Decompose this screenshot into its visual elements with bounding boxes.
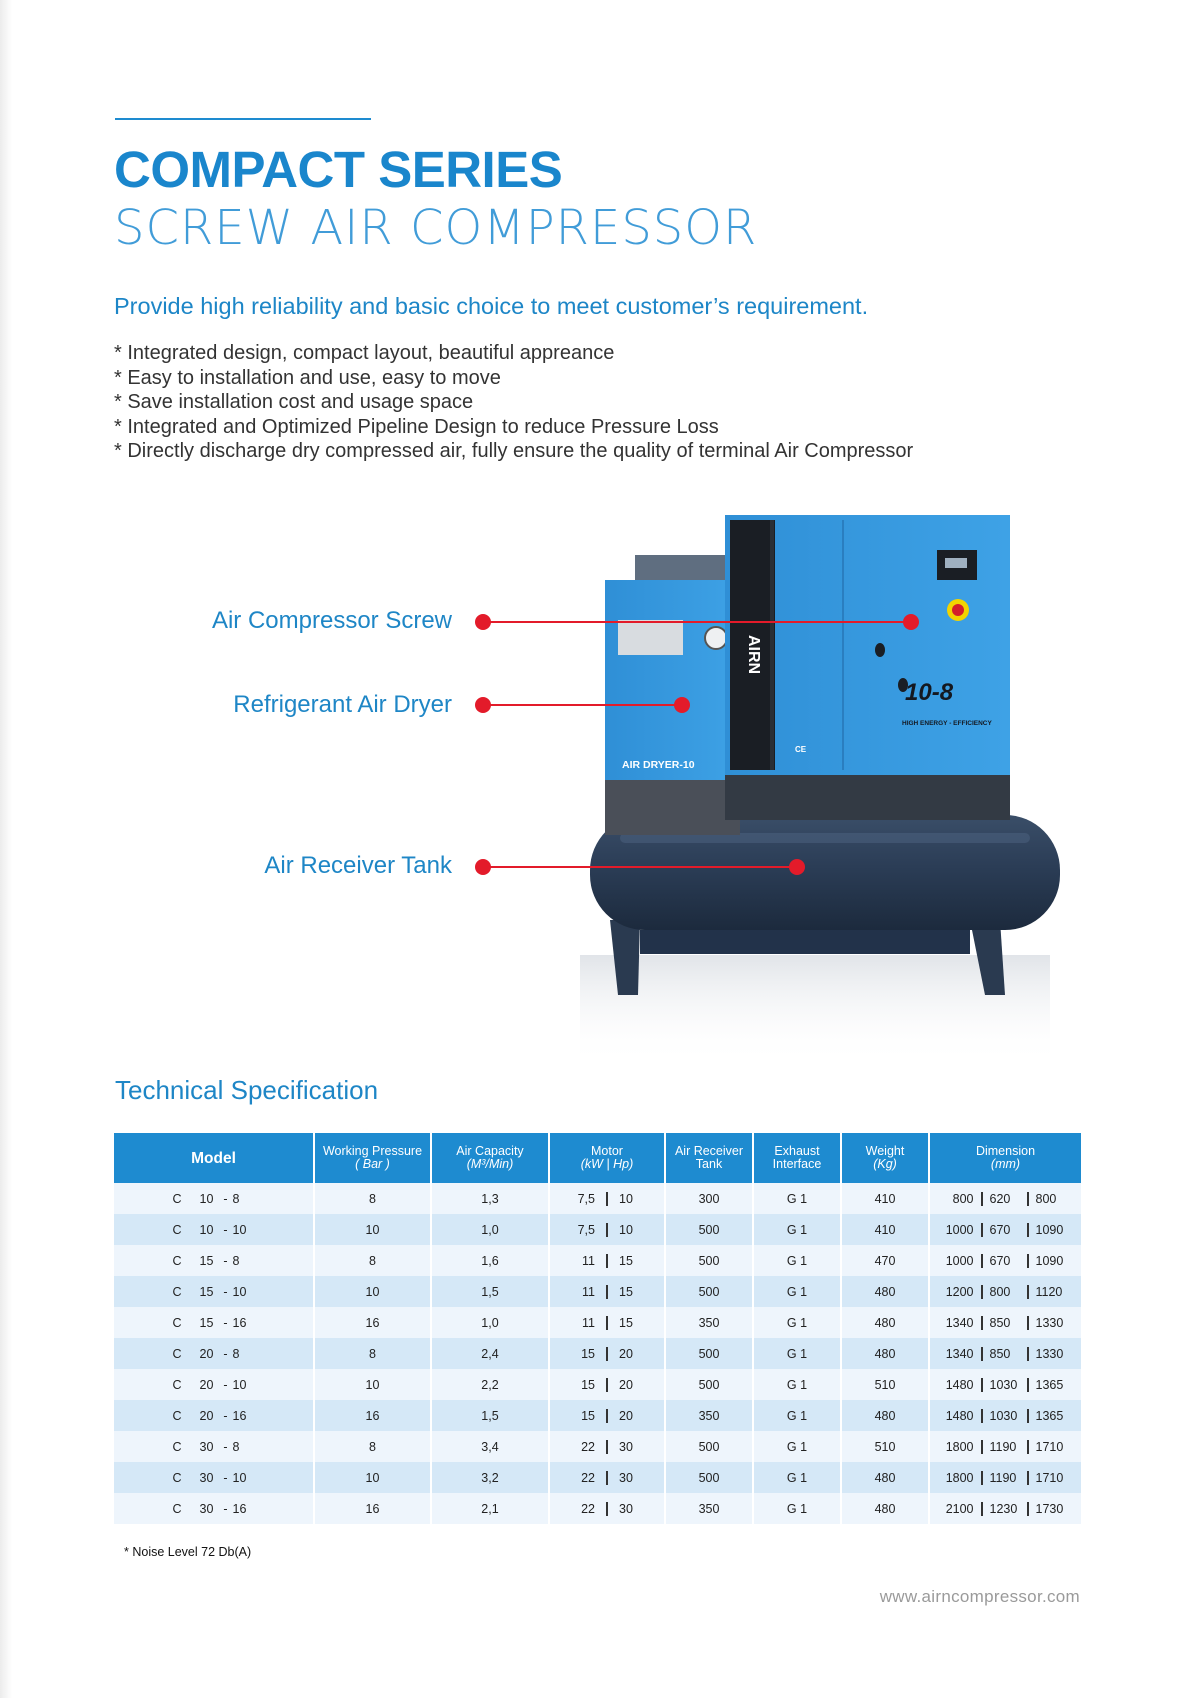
model-dash: - [223, 1470, 228, 1485]
cell-weight: 480 [842, 1276, 930, 1307]
motor-kw: 11 [582, 1253, 595, 1268]
cell-weight: 480 [842, 1400, 930, 1431]
cell-exhaust: G 1 [754, 1369, 842, 1400]
cell-model [114, 1245, 315, 1276]
separator [1027, 1502, 1029, 1516]
cell-dimension [930, 1400, 1081, 1431]
cell-dimension [930, 1245, 1081, 1276]
header-motor: Motor (kW | Hp) [550, 1133, 666, 1183]
dimension-width: 620 [989, 1191, 1011, 1206]
cell-capacity: 2,1 [432, 1493, 550, 1524]
dimension-width: 850 [989, 1346, 1011, 1361]
model-pressure-code: 10 [232, 1470, 247, 1485]
model-series: C [172, 1470, 182, 1485]
cell-weight: 480 [842, 1462, 930, 1493]
dimension-length: 1480 [945, 1408, 974, 1423]
floor-reflection [580, 955, 1050, 1065]
header-capacity: Air Capacity (M³/Min) [432, 1133, 550, 1183]
cell-model [114, 1369, 315, 1400]
feature-list [114, 341, 913, 464]
separator [1027, 1347, 1029, 1361]
model-pressure-code: 16 [232, 1408, 247, 1423]
cell-capacity: 2,4 [432, 1338, 550, 1369]
separator [1027, 1254, 1029, 1268]
dimension-width: 1190 [989, 1470, 1017, 1485]
motor-hp: 30 [619, 1470, 633, 1485]
cell-model [114, 1307, 315, 1338]
dimension-height: 1710 [1035, 1470, 1064, 1485]
motor-kw: 11 [582, 1315, 595, 1330]
motor-kw: 15 [581, 1377, 595, 1392]
model-size: 30 [199, 1439, 214, 1454]
dimension-length: 1480 [945, 1377, 974, 1392]
cell-pressure: 8 [315, 1338, 432, 1369]
dryer-base [605, 780, 740, 835]
section-title: Technical Specification [115, 1075, 379, 1105]
cell-pressure: 10 [315, 1276, 432, 1307]
cell-model [114, 1462, 315, 1493]
compressor-stripe [770, 520, 774, 770]
dimension-length: 1340 [945, 1346, 974, 1361]
motor-kw: 7,5 [577, 1222, 595, 1237]
model-tagline: HIGH ENERGY - EFFICIENCY [902, 720, 992, 727]
model-dash: - [223, 1191, 228, 1206]
cell-pressure: 16 [315, 1400, 432, 1431]
title-product: SCREW AIR COMPRESSOR [114, 200, 758, 256]
cell-model [114, 1276, 315, 1307]
feature-item: * Save installation cost and usage space [114, 391, 474, 413]
dimension-height: 1710 [1035, 1439, 1064, 1454]
table-row [114, 1462, 1081, 1493]
compressor-base [725, 775, 1010, 820]
cell-capacity: 3,2 [432, 1462, 550, 1493]
compressor-illustration [560, 515, 1070, 1070]
cell-exhaust: G 1 [754, 1493, 842, 1524]
header-exhaust: Exhaust Interface [754, 1133, 842, 1183]
model-series: C [172, 1191, 182, 1206]
separator [981, 1223, 983, 1237]
cell-motor [550, 1245, 666, 1276]
dimension-height: 1330 [1035, 1315, 1064, 1330]
header-pressure: Working Pressure ( Bar ) [315, 1133, 432, 1183]
spec-table [114, 1133, 1081, 1524]
dimension-width: 850 [989, 1315, 1011, 1330]
cell-dimension [930, 1369, 1081, 1400]
dimension-width: 1030 [989, 1377, 1018, 1392]
motor-hp: 20 [619, 1346, 633, 1361]
table-row [114, 1245, 1081, 1276]
cell-dimension [930, 1214, 1081, 1245]
feature-item: * Easy to installation and use, easy to move [114, 366, 501, 389]
dryer-label: AIR DRYER-10 [622, 759, 695, 771]
separator [981, 1378, 983, 1392]
cell-exhaust: G 1 [754, 1431, 842, 1462]
motor-hp: 15 [619, 1315, 633, 1330]
cell-motor [550, 1493, 666, 1524]
cell-capacity: 2,2 [432, 1369, 550, 1400]
cell-motor [550, 1431, 666, 1462]
header-weight: Weight (Kg) [842, 1133, 930, 1183]
cell-exhaust: G 1 [754, 1276, 842, 1307]
cell-weight: 480 [842, 1338, 930, 1369]
separator [606, 1192, 608, 1206]
motor-hp: 15 [619, 1253, 633, 1268]
cell-motor [550, 1276, 666, 1307]
cell-pressure: 16 [315, 1307, 432, 1338]
cell-tank: 500 [666, 1214, 754, 1245]
motor-kw: 22 [581, 1501, 595, 1516]
cell-model [114, 1431, 315, 1462]
separator [1027, 1285, 1029, 1299]
separator [606, 1285, 608, 1299]
cell-motor [550, 1462, 666, 1493]
model-size: 30 [199, 1501, 214, 1516]
cell-tank: 500 [666, 1369, 754, 1400]
separator [1027, 1440, 1029, 1454]
cell-weight: 410 [842, 1214, 930, 1245]
cell-exhaust: G 1 [754, 1462, 842, 1493]
dimension-width: 670 [989, 1222, 1011, 1237]
cell-pressure: 8 [315, 1183, 432, 1214]
motor-kw: 15 [581, 1408, 595, 1423]
model-dash: - [223, 1439, 228, 1454]
cell-motor [550, 1214, 666, 1245]
cell-tank: 350 [666, 1493, 754, 1524]
model-dash: - [223, 1315, 228, 1330]
cell-dimension [930, 1493, 1081, 1524]
model-dash: - [223, 1284, 228, 1299]
dimension-width: 1190 [989, 1439, 1017, 1454]
cell-exhaust: G 1 [754, 1214, 842, 1245]
table-row [114, 1338, 1081, 1369]
motor-hp: 15 [619, 1284, 633, 1299]
separator [981, 1471, 983, 1485]
callout-line [483, 704, 683, 706]
header-model: Model [114, 1133, 315, 1183]
dimension-height: 800 [1035, 1191, 1057, 1206]
cell-model [114, 1214, 315, 1245]
website-url: www.airncompressor.com [879, 1587, 1080, 1606]
cell-dimension [930, 1338, 1081, 1369]
dimension-height: 1330 [1035, 1346, 1064, 1361]
emergency-stop-button [952, 604, 964, 616]
separator [1027, 1192, 1029, 1206]
dimension-length: 1800 [945, 1470, 974, 1485]
cell-motor [550, 1183, 666, 1214]
separator [1027, 1471, 1029, 1485]
header-dimension: Dimension (mm) [930, 1133, 1081, 1183]
model-dash: - [223, 1253, 228, 1268]
cell-capacity: 1,3 [432, 1183, 550, 1214]
model-pressure-code: 16 [232, 1501, 247, 1516]
cell-tank: 500 [666, 1431, 754, 1462]
cell-capacity: 1,6 [432, 1245, 550, 1276]
table-row [114, 1183, 1081, 1214]
cell-pressure: 10 [315, 1462, 432, 1493]
callout-line [483, 866, 798, 868]
dryer-cabinet [605, 580, 740, 780]
motor-kw: 15 [581, 1346, 595, 1361]
dimension-width: 1030 [989, 1408, 1018, 1423]
model-pressure-code: 10 [232, 1284, 247, 1299]
model-series: C [172, 1222, 182, 1237]
dimension-length: 2100 [945, 1501, 974, 1516]
dimension-height: 1365 [1035, 1377, 1064, 1392]
dimension-height: 1090 [1035, 1253, 1064, 1268]
cell-exhaust: G 1 [754, 1245, 842, 1276]
cell-pressure: 10 [315, 1369, 432, 1400]
model-size: 20 [199, 1408, 214, 1423]
tank-cradle [640, 930, 970, 954]
motor-hp: 30 [619, 1501, 633, 1516]
callout-label-tank: Air Receiver Tank [264, 852, 452, 879]
separator [606, 1378, 608, 1392]
cell-model [114, 1338, 315, 1369]
model-pressure-code: 10 [232, 1377, 247, 1392]
model-pressure-code: 16 [232, 1315, 247, 1330]
separator [1027, 1378, 1029, 1392]
dimension-length: 1800 [945, 1439, 974, 1454]
separator [1027, 1223, 1029, 1237]
dimension-height: 1365 [1035, 1408, 1064, 1423]
cell-weight: 410 [842, 1183, 930, 1214]
model-pressure-code: 8 [232, 1253, 240, 1268]
cell-weight: 470 [842, 1245, 930, 1276]
motor-kw: 22 [581, 1439, 595, 1454]
motor-hp: 10 [619, 1222, 633, 1237]
motor-hp: 30 [619, 1439, 633, 1454]
cell-tank: 500 [666, 1245, 754, 1276]
model-size: 20 [199, 1377, 214, 1392]
model-size: 15 [199, 1253, 214, 1268]
tagline: Provide high reliability and basic choice to meet customer’s requirement. [114, 293, 869, 319]
cell-tank: 300 [666, 1183, 754, 1214]
dimension-length: 800 [952, 1191, 974, 1206]
model-size: 15 [199, 1284, 214, 1299]
separator [606, 1347, 608, 1361]
feature-item: * Directly discharge dry compressed air, fully ensure the quality of terminal Air Compressor [114, 440, 914, 462]
cell-motor [550, 1400, 666, 1431]
dimension-length: 1000 [945, 1222, 974, 1237]
separator [981, 1502, 983, 1516]
cell-tank: 350 [666, 1307, 754, 1338]
model-series: C [172, 1315, 182, 1330]
header-tank: Air Receiver Tank [666, 1133, 754, 1183]
motor-kw: 7,5 [577, 1191, 595, 1206]
dimension-height: 1090 [1035, 1222, 1064, 1237]
separator [981, 1254, 983, 1268]
model-pressure-code: 8 [232, 1191, 240, 1206]
model-series: C [172, 1253, 182, 1268]
model-pressure-code: 10 [232, 1222, 247, 1237]
separator [981, 1409, 983, 1423]
model-series: C [172, 1284, 182, 1299]
model-pressure-code: 8 [232, 1439, 240, 1454]
dimension-length: 1200 [945, 1284, 974, 1299]
brand-logo: AIRN [745, 635, 762, 675]
motor-kw: 11 [582, 1284, 595, 1299]
dimension-height: 1730 [1035, 1501, 1064, 1516]
ce-mark: CE [795, 745, 807, 754]
cell-motor [550, 1369, 666, 1400]
cell-weight: 510 [842, 1369, 930, 1400]
separator [981, 1285, 983, 1299]
separator [606, 1471, 608, 1485]
cell-weight: 480 [842, 1493, 930, 1524]
cell-weight: 480 [842, 1307, 930, 1338]
cell-tank: 500 [666, 1276, 754, 1307]
feature-item: * Integrated and Optimized Pipeline Design to reduce Pressure Loss [114, 415, 719, 438]
table-row [114, 1369, 1081, 1400]
callout-label-screw: Air Compressor Screw [211, 607, 452, 634]
table-row [114, 1400, 1081, 1431]
cell-model [114, 1400, 315, 1431]
cell-capacity: 1,0 [432, 1214, 550, 1245]
model-size: 30 [199, 1470, 214, 1485]
separator [606, 1316, 608, 1330]
motor-hp: 10 [619, 1191, 633, 1206]
dimension-length: 1340 [945, 1315, 974, 1330]
separator [981, 1347, 983, 1361]
table-row [114, 1276, 1081, 1307]
cell-dimension [930, 1462, 1081, 1493]
table-row [114, 1493, 1081, 1524]
cell-tank: 350 [666, 1400, 754, 1431]
cell-tank: 500 [666, 1338, 754, 1369]
cell-dimension [930, 1183, 1081, 1214]
model-size: 20 [199, 1346, 214, 1361]
feature-item: * Integrated design, compact layout, beautiful appreance [114, 342, 615, 364]
cell-exhaust: G 1 [754, 1183, 842, 1214]
cell-exhaust: G 1 [754, 1338, 842, 1369]
table-header-row [114, 1133, 1081, 1183]
table-row [114, 1214, 1081, 1245]
dimension-width: 800 [989, 1284, 1011, 1299]
callout-dot [903, 614, 919, 630]
dimension-height: 1120 [1035, 1284, 1063, 1299]
cell-pressure: 8 [315, 1431, 432, 1462]
cell-motor [550, 1338, 666, 1369]
cell-exhaust: G 1 [754, 1307, 842, 1338]
model-series: C [172, 1377, 182, 1392]
cell-capacity: 1,5 [432, 1400, 550, 1431]
callout-label-dryer: Refrigerant Air Dryer [233, 691, 452, 718]
separator [606, 1409, 608, 1423]
model-pressure-code: 8 [232, 1346, 240, 1361]
cell-pressure: 16 [315, 1493, 432, 1524]
table-row [114, 1307, 1081, 1338]
cell-dimension [930, 1307, 1081, 1338]
model-series: C [172, 1501, 182, 1516]
door-lock [875, 643, 885, 657]
cell-tank: 500 [666, 1462, 754, 1493]
cell-weight: 510 [842, 1431, 930, 1462]
dimension-width: 1230 [989, 1501, 1018, 1516]
separator [606, 1502, 608, 1516]
pressure-gauge-icon [705, 627, 727, 649]
model-dash: - [223, 1408, 228, 1423]
model-series: C [172, 1439, 182, 1454]
motor-hp: 20 [619, 1377, 633, 1392]
separator [606, 1223, 608, 1237]
cell-capacity: 1,5 [432, 1276, 550, 1307]
cell-model [114, 1183, 315, 1214]
model-dash: - [223, 1501, 228, 1516]
model-size: 10 [199, 1222, 214, 1237]
model-size: 10 [199, 1191, 214, 1206]
table-row [114, 1431, 1081, 1462]
cell-motor [550, 1307, 666, 1338]
separator [1027, 1409, 1029, 1423]
motor-hp: 20 [619, 1408, 633, 1423]
separator [1027, 1316, 1029, 1330]
callout-dot [789, 859, 805, 875]
cell-capacity: 1,0 [432, 1307, 550, 1338]
dimension-length: 1000 [945, 1253, 974, 1268]
motor-kw: 22 [581, 1470, 595, 1485]
model-dash: - [223, 1377, 228, 1392]
model-size: 15 [199, 1315, 214, 1330]
separator [981, 1316, 983, 1330]
separator [981, 1440, 983, 1454]
title-accent-rule [115, 118, 371, 120]
cell-capacity: 3,4 [432, 1431, 550, 1462]
separator [606, 1440, 608, 1454]
control-screen [945, 558, 967, 568]
separator [606, 1254, 608, 1268]
separator [981, 1192, 983, 1206]
model-series: C [172, 1346, 182, 1361]
model-dash: - [223, 1222, 228, 1237]
model-dash: - [223, 1346, 228, 1361]
model-series: C [172, 1408, 182, 1423]
cell-model [114, 1493, 315, 1524]
page-edge-shadow [0, 0, 12, 1698]
cell-pressure: 8 [315, 1245, 432, 1276]
model-badge: 10-8 [905, 679, 954, 706]
dimension-width: 670 [989, 1253, 1011, 1268]
noise-note: * Noise Level 72 Db(A) [124, 1545, 252, 1559]
callout-dot [674, 697, 690, 713]
title-series: COMPACT SERIES [114, 141, 563, 198]
cell-dimension [930, 1431, 1081, 1462]
dryer-control-panel [618, 620, 683, 655]
callout-line [483, 621, 909, 623]
cell-dimension [930, 1276, 1081, 1307]
cell-exhaust: G 1 [754, 1400, 842, 1431]
cell-pressure: 10 [315, 1214, 432, 1245]
